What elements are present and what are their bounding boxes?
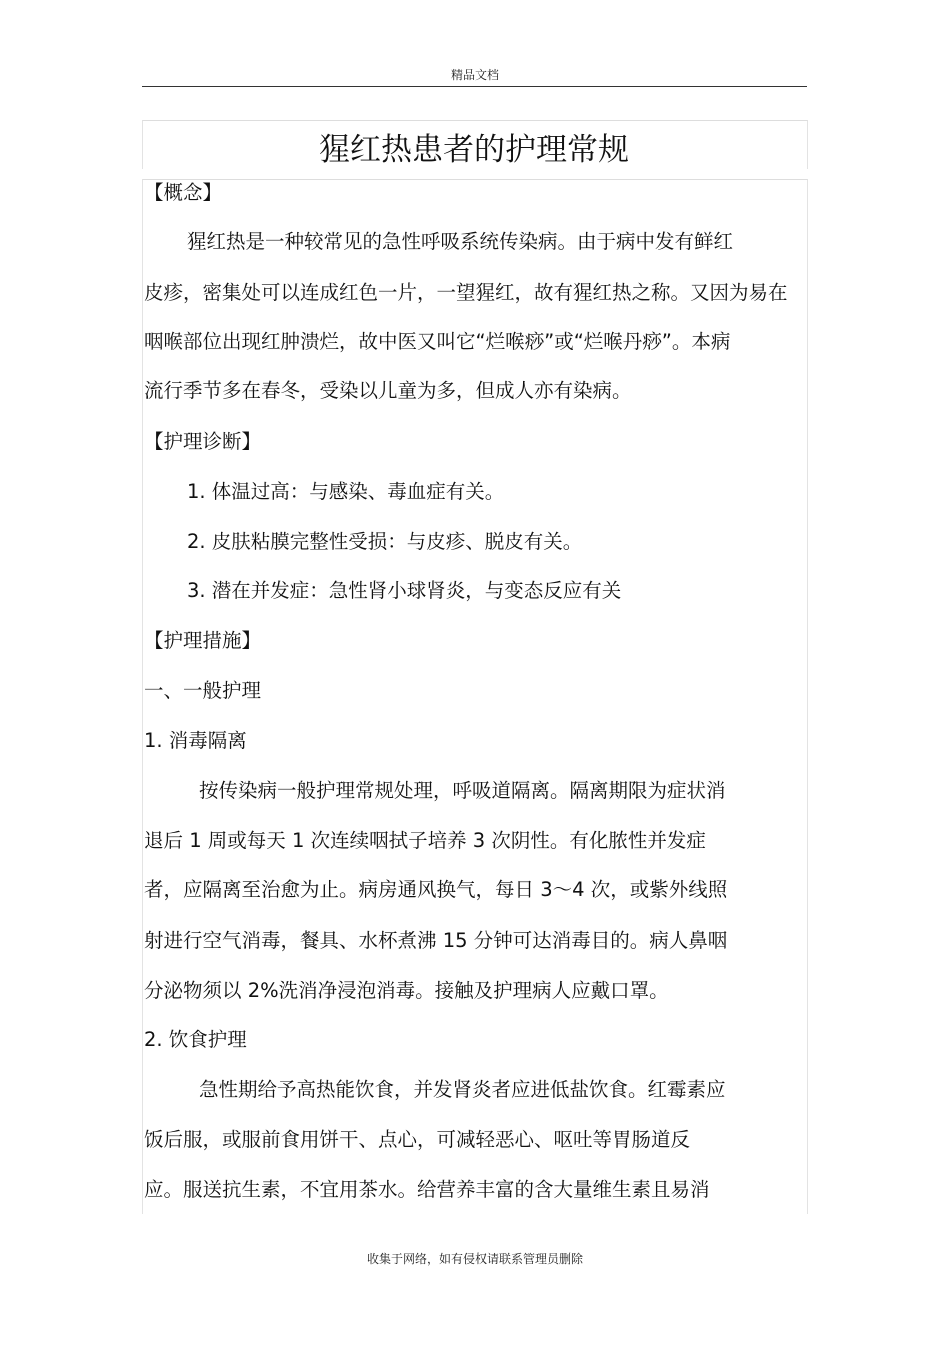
concept-line: 流行季节多在春冬，受染以儿童为多，但成人亦有染病。 — [144, 379, 632, 402]
section-heading-measures: 【护理措施】 — [144, 629, 262, 652]
isolation-line: 退后 1 周或每天 1 次连续咽拭子培养 3 次阴性。有化脓性并发症 — [144, 829, 706, 852]
page-header: 精品文档 — [450, 68, 499, 82]
document-title: 猩红热患者的护理常规 — [319, 132, 629, 168]
diet-line: 饭后服，或服前食用饼干、点心，可减轻恶心、呕吐等胃肠道反 — [144, 1128, 691, 1151]
diet-line: 应。服送抗生素，不宜用茶水。给营养丰富的含大量维生素且易消 — [144, 1178, 710, 1201]
diagnosis-item: 2. 皮肤粘膜完整性受损：与皮疹、脱皮有关。 — [187, 530, 583, 553]
header-divider — [142, 86, 807, 87]
concept-line: 猩红热是一种较常见的急性呼吸系统传染病。由于病中发有鲜红 — [187, 230, 734, 253]
subsection-heading-general: 一、一般护理 — [144, 679, 262, 702]
diet-line: 急性期给予高热能饮食，并发肾炎者应进低盐饮食。红霉素应 — [199, 1078, 726, 1101]
concept-line: 皮疹，密集处可以连成红色一片，一望猩红，故有猩红热之称。又因为易在 — [144, 281, 788, 304]
diagnosis-item: 3. 潜在并发症：急性肾小球肾炎，与变态反应有关 — [187, 579, 622, 602]
subsection-heading-isolation: 1. 消毒隔离 — [144, 729, 247, 752]
section-heading-concept: 【概念】 — [144, 181, 223, 204]
subsection-heading-diet: 2. 饮食护理 — [144, 1028, 247, 1051]
concept-line: 咽喉部位出现红肿溃烂，故中医又叫它“烂喉痧”或“烂喉丹痧”。本病 — [144, 330, 731, 353]
isolation-line: 分泌物须以 2%洗消净浸泡消毒。接触及护理病人应戴口罩。 — [144, 979, 669, 1002]
isolation-line: 射进行空气消毒，餐具、水杯煮沸 15 分钟可达消毒目的。病人鼻咽 — [144, 929, 728, 952]
isolation-line: 者，应隔离至治愈为止。病房通风换气，每日 3～4 次，或紫外线照 — [144, 878, 728, 901]
section-heading-diagnosis: 【护理诊断】 — [144, 430, 262, 453]
isolation-line: 按传染病一般护理常规处理，呼吸道隔离。隔离期限为症状消 — [199, 779, 726, 802]
page-footer: 收集于网络，如有侵权请联系管理员删除 — [366, 1252, 583, 1266]
diagnosis-item: 1. 体温过高：与感染、毒血症有关。 — [187, 480, 505, 503]
